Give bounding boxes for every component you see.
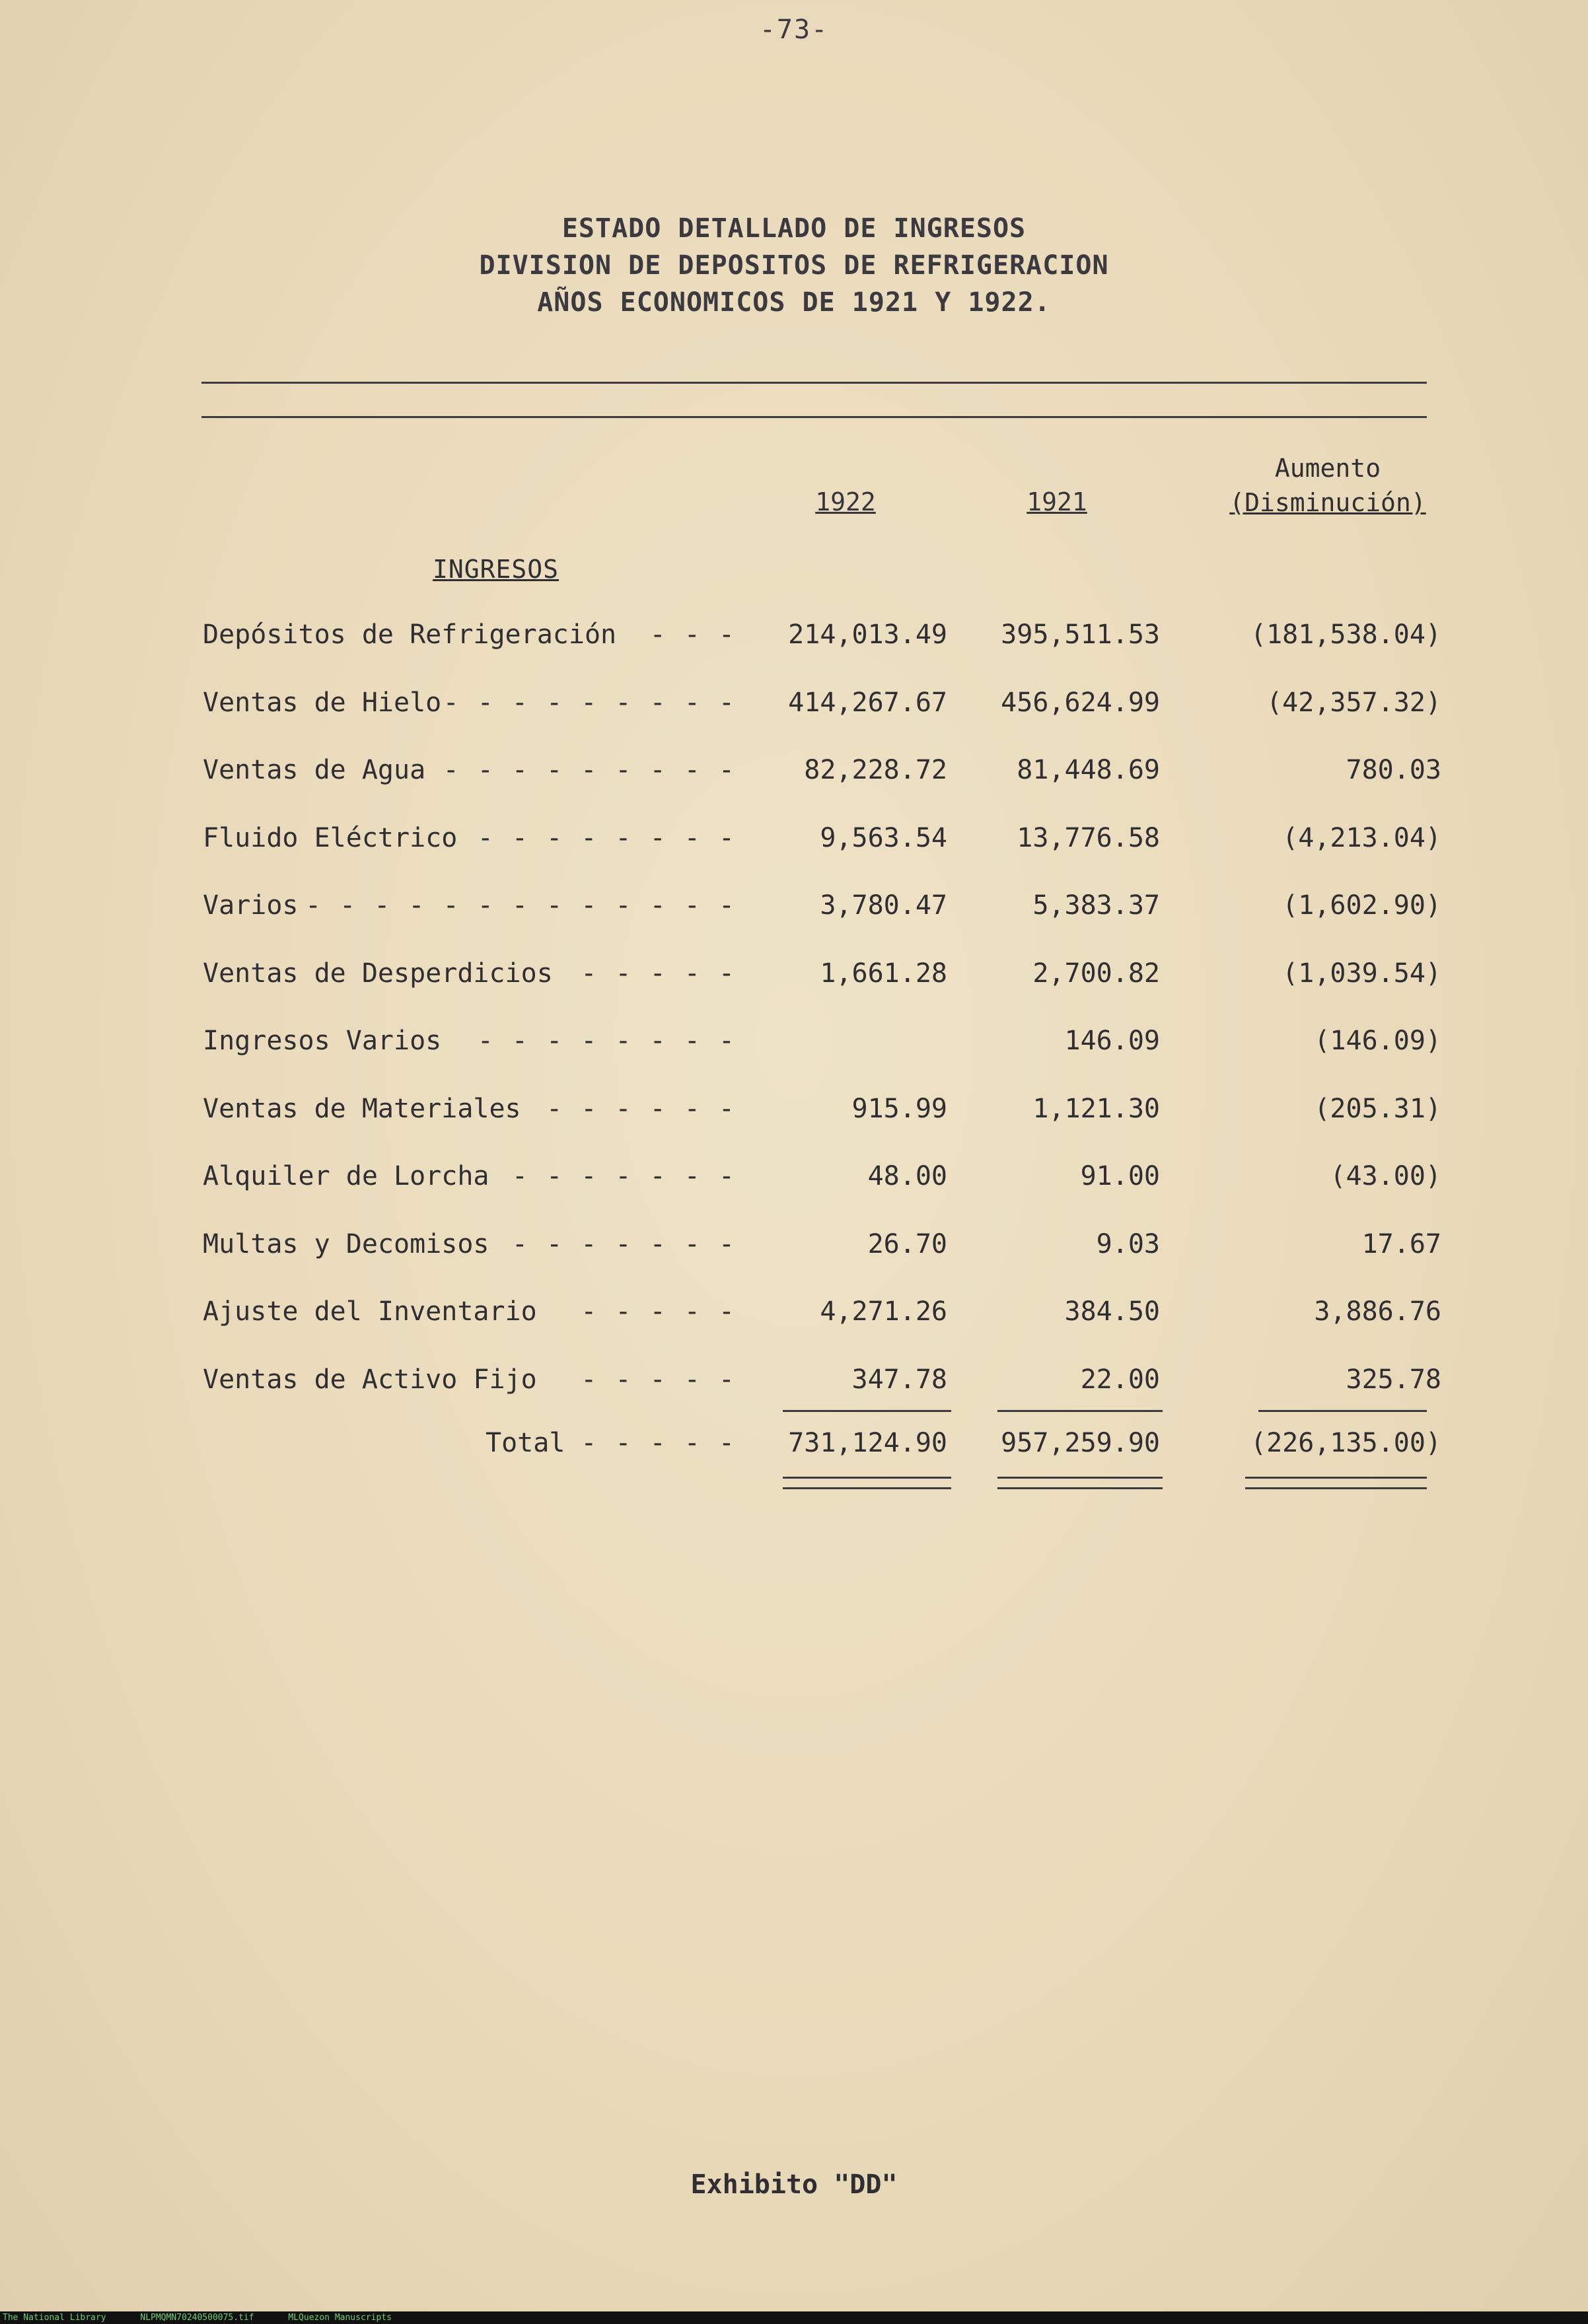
value-difference: (43.00)	[1330, 1161, 1441, 1191]
table-row	[0, 1094, 1588, 1133]
section-label-ingresos: INGRESOS	[433, 555, 559, 584]
row-label: Ventas de Activo Fijo	[203, 1364, 537, 1395]
total-difference: (226,135.00)	[1250, 1428, 1441, 1458]
total-1922: 731,124.90	[788, 1428, 947, 1458]
double-rule-difference-b	[1245, 1487, 1427, 1489]
value-difference: (1,039.54)	[1282, 958, 1441, 989]
row-label: Ventas de Desperdicios	[203, 958, 553, 989]
table-row	[0, 1229, 1588, 1269]
value-1921: 22.00	[1080, 1364, 1160, 1395]
value-1921: 5,383.37	[1032, 890, 1160, 921]
value-difference: (4,213.04)	[1282, 823, 1441, 853]
row-label: Multas y Decomisos	[203, 1229, 489, 1259]
total-1921: 957,259.90	[1001, 1428, 1160, 1458]
page-number: -73-	[759, 15, 829, 45]
value-difference: (205.31)	[1314, 1094, 1441, 1124]
value-1922: 915.99	[851, 1094, 947, 1124]
value-1921: 9.03	[1096, 1229, 1160, 1259]
scan-library: The National Library	[3, 2313, 106, 2323]
row-leader-dashes: - - - - - - - - -	[443, 687, 736, 718]
value-difference: (146.09)	[1314, 1026, 1441, 1056]
row-label: Ajuste del Inventario	[203, 1296, 537, 1327]
value-difference: 3,886.76	[1314, 1296, 1441, 1327]
value-1921: 81,448.69	[1017, 755, 1160, 785]
value-1922: 26.70	[867, 1229, 947, 1259]
row-leader-dashes: - - - - - - - -	[477, 1026, 736, 1056]
row-label: Ventas de Agua	[203, 755, 426, 785]
title-line-1: ESTADO DETALLADO DE INGRESOS	[561, 213, 1027, 244]
table-row	[0, 1026, 1588, 1065]
row-label: Ventas de Materiales	[203, 1094, 521, 1124]
sum-rule-1922	[783, 1410, 951, 1412]
value-1922: 9,563.54	[820, 823, 947, 853]
value-difference: 780.03	[1346, 755, 1441, 785]
row-leader-dashes: - - - - -	[581, 1364, 736, 1395]
value-1921: 91.00	[1080, 1161, 1160, 1191]
table-row	[0, 755, 1588, 794]
double-rule-1922-a	[783, 1477, 951, 1479]
value-1922: 48.00	[867, 1161, 947, 1191]
table-row	[0, 890, 1588, 930]
row-leader-dashes: - - - - -	[581, 1296, 736, 1327]
total-label: Total	[486, 1428, 565, 1458]
value-1921: 1,121.30	[1032, 1094, 1160, 1124]
value-1921: 456,624.99	[1001, 687, 1160, 718]
exhibit-label: Exhibito "DD"	[690, 2169, 898, 2200]
row-leader-dashes: - - - - - - -	[511, 1161, 736, 1191]
double-rule-1921-a	[997, 1477, 1163, 1479]
value-1921: 146.09	[1064, 1026, 1160, 1056]
value-1921: 13,776.58	[1017, 823, 1160, 853]
table-row	[0, 619, 1588, 659]
value-1922: 214,013.49	[788, 619, 947, 650]
value-1921: 384.50	[1064, 1296, 1160, 1327]
row-label: Ingresos Varios	[203, 1026, 442, 1056]
scan-collection: MLQuezon Manuscripts	[288, 2313, 392, 2323]
row-label: Depósitos de Refrigeración	[203, 619, 617, 650]
table-row	[0, 1296, 1588, 1336]
column-header-difference	[1209, 451, 1447, 520]
scan-info-strip	[0, 2311, 1588, 2324]
value-difference: 17.67	[1361, 1229, 1441, 1259]
row-label: Ventas de Hielo	[203, 687, 442, 718]
table-row	[0, 823, 1588, 863]
table-row	[0, 1161, 1588, 1201]
row-leader-dashes: - - - - - - -	[511, 1229, 736, 1259]
total-row	[0, 1428, 1588, 1467]
row-leader-dashes: - - - - - -	[546, 1094, 736, 1124]
difference-header-line-1: Aumento	[1274, 454, 1381, 483]
sum-rule-1921	[997, 1410, 1163, 1412]
value-1921: 2,700.82	[1032, 958, 1160, 989]
title-line-2: DIVISION DE DEPOSITOS DE REFRIGERACION	[479, 250, 1109, 281]
value-difference: (1,602.90)	[1282, 890, 1441, 921]
value-1922: 1,661.28	[820, 958, 947, 989]
double-rule-1921-b	[997, 1487, 1163, 1489]
double-rule-1922-b	[783, 1487, 951, 1489]
header-rule-top	[201, 382, 1427, 384]
row-leader-dashes: - - - - - - - - -	[443, 755, 736, 785]
value-1922: 3,780.47	[820, 890, 947, 921]
difference-header-line-2: (Disminución)	[1229, 488, 1426, 517]
header-rule-bottom	[201, 416, 1427, 418]
row-label: Fluido Eléctrico	[203, 823, 458, 853]
table-row	[0, 1364, 1588, 1404]
value-1922: 414,267.67	[788, 687, 947, 718]
row-leader-dashes: - - - - -	[581, 958, 736, 989]
row-label: Alquiler de Lorcha	[203, 1161, 489, 1191]
document-title	[0, 210, 1588, 321]
row-leader-dashes: - - - - - - - -	[477, 823, 736, 853]
row-leader-dashes: - - - - -	[581, 1428, 736, 1458]
value-1922: 82,228.72	[804, 755, 947, 785]
row-leader-dashes: - - -	[649, 619, 736, 650]
table-row	[0, 687, 1588, 727]
value-difference: (42,357.32)	[1266, 687, 1441, 718]
row-leader-dashes: - - - - - - - - - - - - -	[305, 890, 736, 921]
row-label: Varios	[203, 890, 299, 921]
column-header-1921: 1921	[1027, 487, 1087, 516]
value-1922: 347.78	[851, 1364, 947, 1395]
value-1921: 395,511.53	[1001, 619, 1160, 650]
value-1922: 4,271.26	[820, 1296, 947, 1327]
scan-file: NLPMQMN70240500075.tif	[140, 2313, 254, 2323]
value-difference: 325.78	[1346, 1364, 1441, 1395]
column-header-1922: 1922	[815, 487, 876, 516]
sum-rule-difference	[1258, 1410, 1427, 1412]
table-row	[0, 958, 1588, 998]
value-difference: (181,538.04)	[1250, 619, 1441, 650]
title-line-3: AÑOS ECONOMICOS DE 1921 Y 1922.	[537, 287, 1051, 318]
double-rule-difference-a	[1245, 1477, 1427, 1479]
